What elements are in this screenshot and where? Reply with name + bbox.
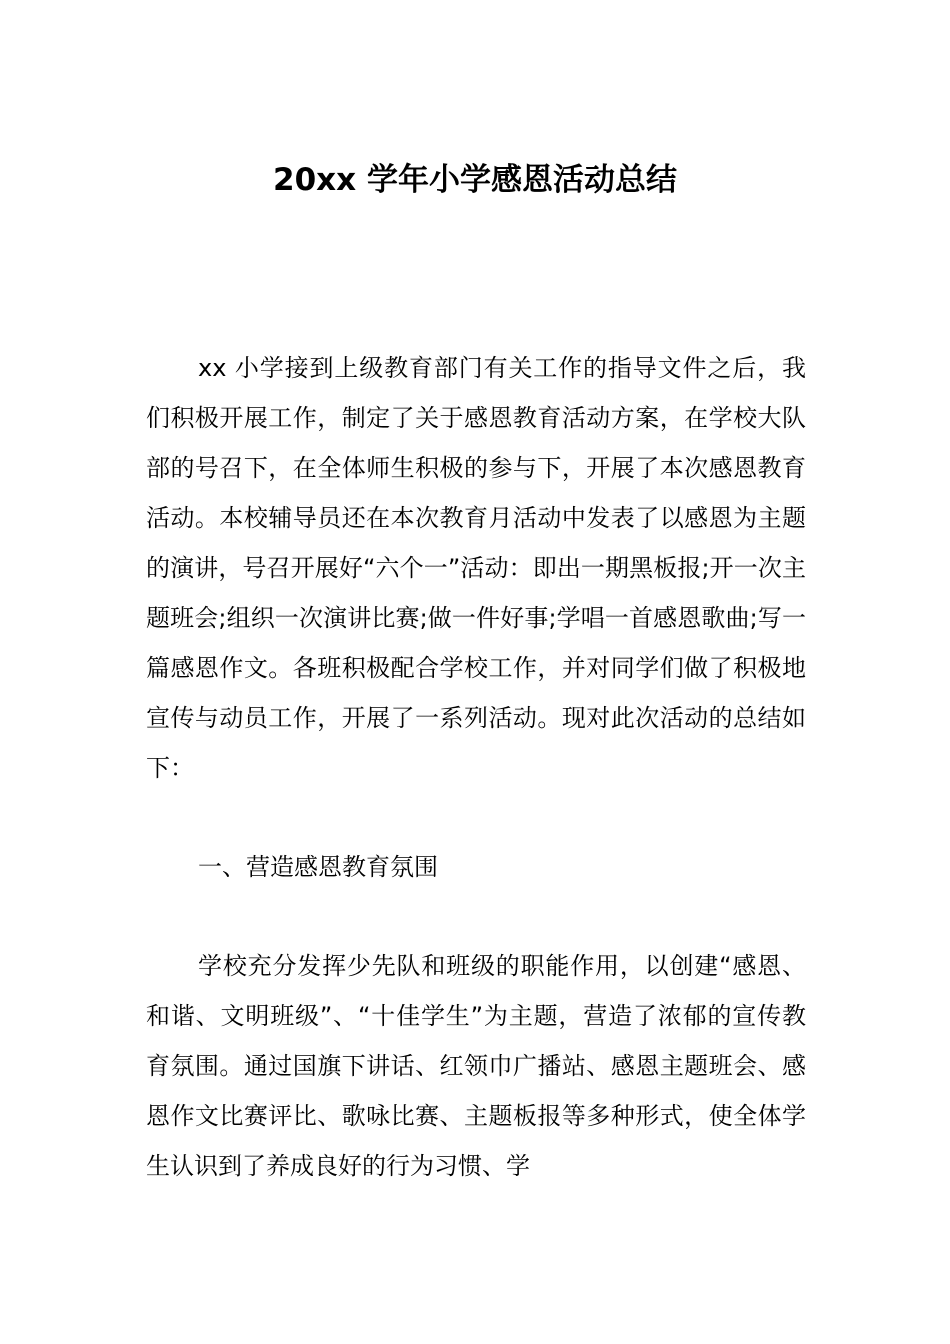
body-paragraph-intro: xx 小学接到上级教育部门有关工作的指导文件之后，我们积极开展工作，制定了关于感恩教育活动方案，在学校大队部的号召下，在全体师生积极的参与下，开展了本次感恩教育活动。本校辅导员还在本次教育月活动中发表了以感恩为主题的演讲，号召开展好“六个一”活动：即出一期黑板报;开一次主题班会;组织一次演讲比赛;做一件好事;学唱一首感恩歌曲;写一篇感恩作文。各班积极配合学校工作，并对同学们做了积极地宣传与动员工作，开展了一系列活动。现对此次活动的总结如下： [146, 354, 806, 782]
document-title: 20xx 学年小学感恩活动总结 [273, 162, 677, 198]
body-paragraph-section-1: 学校充分发挥少先队和班级的职能作用，以创建“感恩、和谐、文明班级”、“十佳学生”为主题，营造了浓郁的宣传教育氛围。通过国旗下讲话、红领巾广播站、感恩主题班会、感恩作文比赛评比、歌咏比赛、主题板报等多种形式，使全体学生认识到了养成良好的行为习惯、学 [146, 952, 806, 1180]
section-heading-1: 一、营造感恩教育氛围 [198, 853, 438, 881]
